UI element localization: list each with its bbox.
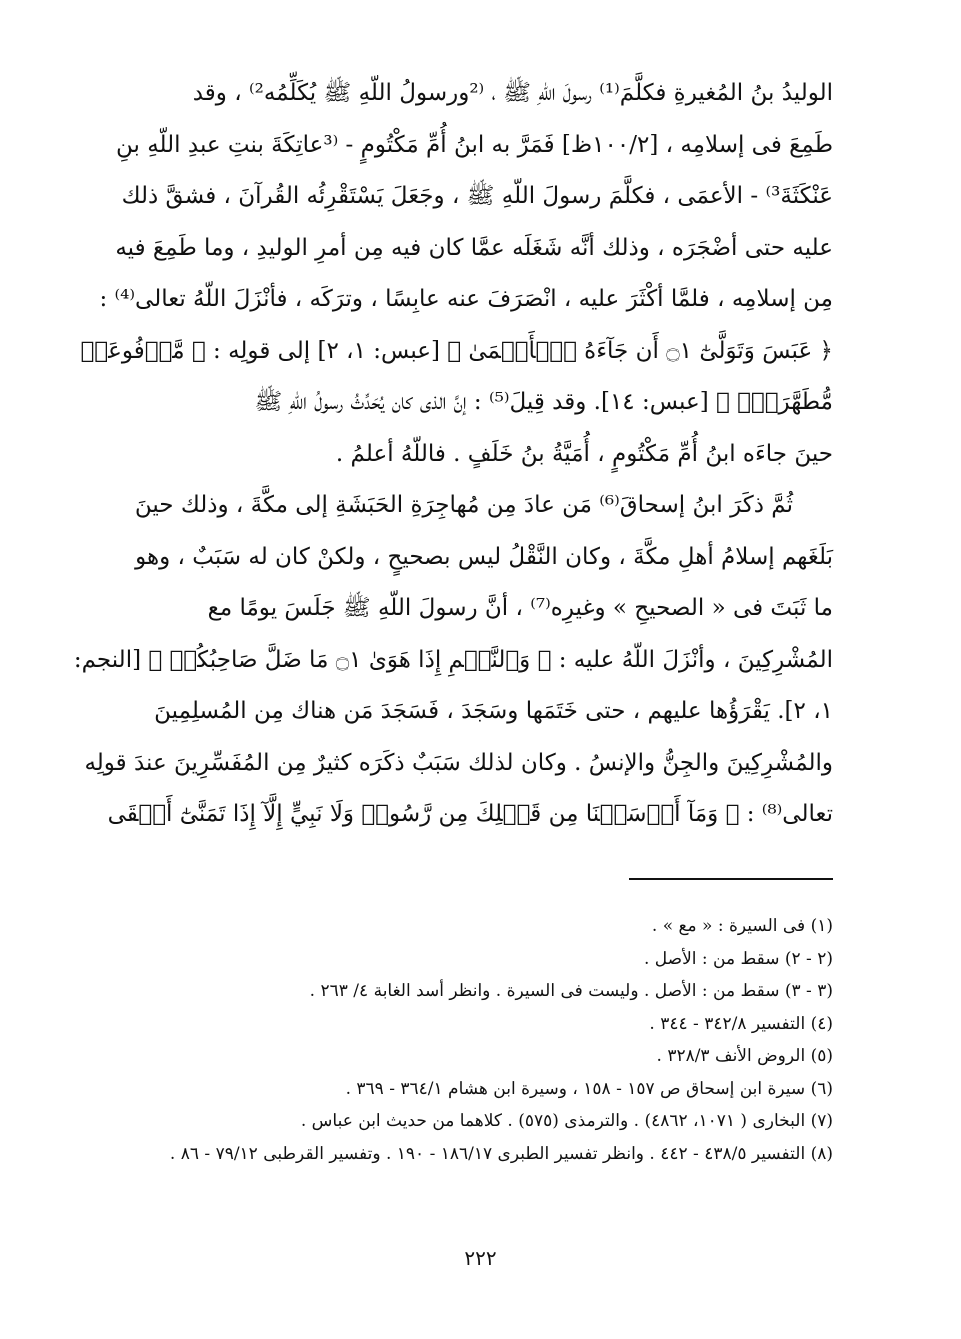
text-line: عَنْكَثَةَ³⁾ - الأعمَى ، فكلَّمَ رسولَ اللّهِ ﷺ ، وجَعَلَ يَسْتَقْرِئُه القُرآنَ ، فشقَّ ذلك: [121, 183, 833, 209]
footnote: (٥) الروض الأنف ٣٢٨/٣ .: [656, 1046, 833, 1066]
text-line: مُّطَهَّرَةِۭ ﴾ [عبس: ١٤]. وقد قِيلَ⁽⁵⁾ : إنَّ الذى كان يُحَدِّثُ رسولُ اللّهِ ﷺ: [254, 389, 833, 415]
text-line: ثُمَّ ذكَرَ ابنُ إسحاقَ⁽⁶⁾ مَن عادَ مِن مُهاجِرَةِ الحَبَشَةِ إلى مكَّةَ ، وذلك حينَ: [134, 492, 793, 518]
text-line: المُشْرِكِينَ ، وأنْزَلَ اللّهُ عليه : ﴿ وَٱلنَّجۡمِ إِذَا هَوَىٰ ۝١ مَا ضَلَّ صَاحِبُكُمۡ ﴾ [النجم:: [73, 646, 833, 673]
footnote: (١) فى السيرة : « مع » .: [651, 916, 833, 936]
text-line: ﴿ عَبَسَ وَتَوَلَّىٰٓ ۝١ أَن جَآءَهُ ٱلۡأَعۡمَىٰ ﴾ [عبس: ١، ٢] إلى قولِه : ﴿ مَّرۡفُوعَةٖ: [80, 337, 833, 364]
footnote: (٧) البخارى ( ١٠٧١، ٤٨٦٢) . والترمذى (٥٧٥) . كلاهما من حديث ابن عباس .: [300, 1111, 833, 1131]
page-number: ٢٢٢: [464, 1246, 497, 1270]
text-line: تعالى⁽⁸⁾ : ﴿ وَمَآ أَرۡسَلۡنَا مِن قَبۡلِكَ مِن رَّسُولٖ وَلَا نَبِيٍّ إِلَّآ إِذَا تَمَنَّىٰٓ أَلۡقَى: [107, 801, 833, 827]
text-line: بَلَغَهم إسلامُ أهلِ مكَّةَ ، وكان النَّقْلُ ليس بصحيحٍ ، ولكنْ كان له سَبَبٌ ، وهو: [135, 543, 833, 570]
footnote: (٢ - ٢) سقط من : الأصل .: [643, 948, 833, 969]
main-text: [73, 68, 833, 841]
footnotes: [127, 910, 833, 1170]
text-line: والمُشْرِكِينَ والجِنُّ والإنسُ . وكان لذلك سَبَبٌ ذكَرَه كثيرٌ مِن المُفَسِّرِينَ عندَ قولِه: [84, 749, 833, 776]
footnote: (٤) التفسير ٣٤٢/٨ - ٣٤٤ .: [649, 1013, 833, 1034]
text-line: ١، ٢]. يَقْرَؤُها عليهم ، حتى خَتَمَها وسَجَدَ ، فَسَجَدَ مَن هناك مِن المُسلِمِينَ: [154, 698, 833, 724]
text-line: الوليدُ بنُ المُغيرةِ فكلَّمَ⁽¹⁾ رسولَ اللّهِ ﷺ ، ⁽²ورسولُ اللّهِ ﷺ يُكَلِّمُه²⁾ ، وقد: [192, 80, 833, 106]
text-line: حينَ جاءَه ابنُ أُمِّ مَكْتُومٍ ، أُمَيَّةُ بنُ خَلَفٍ . فاللّهُ أعلمُ .: [335, 440, 833, 467]
footnote: (٦) سيرة ابن إسحاق ص ١٥٧ - ١٥٨ ، وسيرة ابن هشام ٣٦٤/١ - ٣٦٩ .: [345, 1078, 833, 1099]
footnote: (٨) التفسير ٤٣٨/٥ - ٤٤٢ . وانظر تفسير الطبرى ١٨٦/١٧ - ١٩٠ . وتفسير القرطبى ٧٩/١٢ - ٨٦ .: [169, 1143, 833, 1164]
text-line: مِن إسلامِه ، فلمَّا أكْثَرَ عليه ، انْصَرَفَ عنه عابِسًا ، وترَكَه ، فأنْزَلَ اللّهُ تعالى⁽⁴⁾ :: [99, 286, 833, 312]
text-line: طَمِعَ فى إسلامِه ، [١٠٠/٢ظ] فَمَرَّ به ابنُ أُمِّ مَكْتُومٍ - ⁽³عاتِكَةَ بنتِ عبدِ اللّهِ بنِ: [116, 131, 833, 158]
footnote: (٣ - ٣) سقط من : الأصل . وليست فى السيرة . وانظر أسد الغابة ٤/ ٢٦٣ .: [309, 981, 833, 1001]
text-line: عليه حتى أضْجَرَه ، وذلك أنَّه شَغَلَه عمَّا كان فيه مِن أمرِ الوليدِ ، وما طَمِعَ فيه: [115, 234, 833, 261]
text-line: ما ثَبَتَ فى « الصحيحِ » وغيرِه⁽⁷⁾ ، أنَّ رسولَ اللّهِ ﷺ جَلَسَ يومًا مع: [207, 595, 833, 621]
footnote-separator: [629, 878, 833, 880]
